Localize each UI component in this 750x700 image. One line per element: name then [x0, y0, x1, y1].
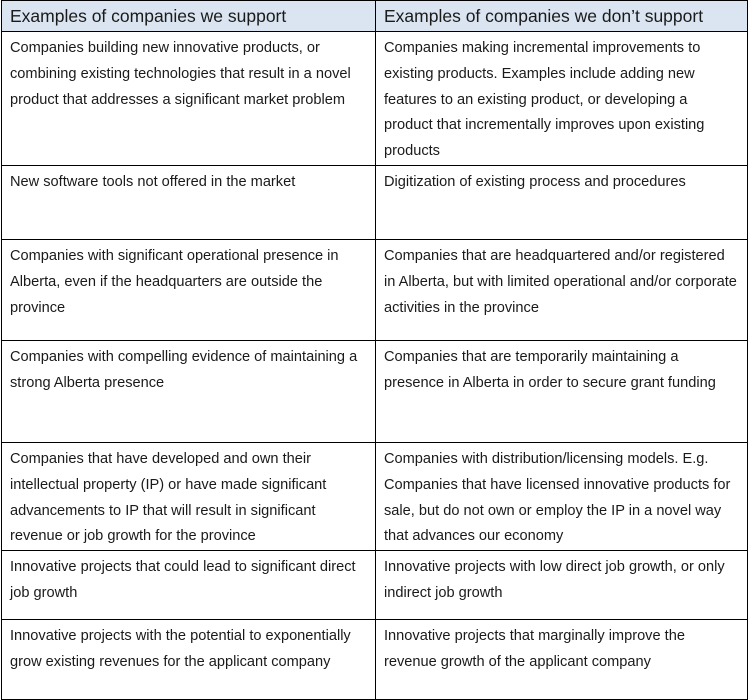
cell-not-support: Digitization of existing process and procedures: [376, 166, 748, 240]
cell-support: Companies building new innovative products, or combining existing technologies that result in a novel product that addresses a significant market problem: [2, 32, 376, 166]
table-header-row: [2, 1, 748, 32]
table-row: [2, 620, 748, 700]
cell-not-support: Innovative projects that marginally improve the revenue growth of the applicant company: [376, 620, 748, 700]
table-row: [2, 551, 748, 620]
header-support: Examples of companies we support: [2, 1, 376, 32]
cell-support: Companies that have developed and own their intellectual property (IP) or have made significant advancements to IP that will result in significant revenue or job growth for the province: [2, 443, 376, 551]
cell-not-support: Companies making incremental improvements to existing products. Examples include adding new features to an existing product, or developing a product that incrementally improves upon existing products: [376, 32, 748, 166]
support-examples-table: [1, 0, 748, 700]
cell-not-support: Companies that are headquartered and/or registered in Alberta, but with limited operational and/or corporate activities in the province: [376, 240, 748, 341]
table-row: [2, 240, 748, 341]
table-row: [2, 341, 748, 443]
table-row: [2, 443, 748, 551]
cell-not-support: Innovative projects with low direct job growth, or only indirect job growth: [376, 551, 748, 620]
cell-support: Innovative projects with the potential to exponentially grow existing revenues for the applicant company: [2, 620, 376, 700]
cell-support: Companies with significant operational presence in Alberta, even if the headquarters are outside the province: [2, 240, 376, 341]
cell-support: Companies with compelling evidence of maintaining a strong Alberta presence: [2, 341, 376, 443]
cell-not-support: Companies with distribution/licensing models. E.g. Companies that have licensed innovative products for sale, but do not own or employ the IP in a novel way that advances our economy: [376, 443, 748, 551]
cell-not-support: Companies that are temporarily maintaining a presence in Alberta in order to secure grant funding: [376, 341, 748, 443]
cell-support: New software tools not offered in the market: [2, 166, 376, 240]
table-row: [2, 166, 748, 240]
cell-support: Innovative projects that could lead to significant direct job growth: [2, 551, 376, 620]
table-row: [2, 32, 748, 166]
header-not-support: Examples of companies we don’t support: [376, 1, 748, 32]
